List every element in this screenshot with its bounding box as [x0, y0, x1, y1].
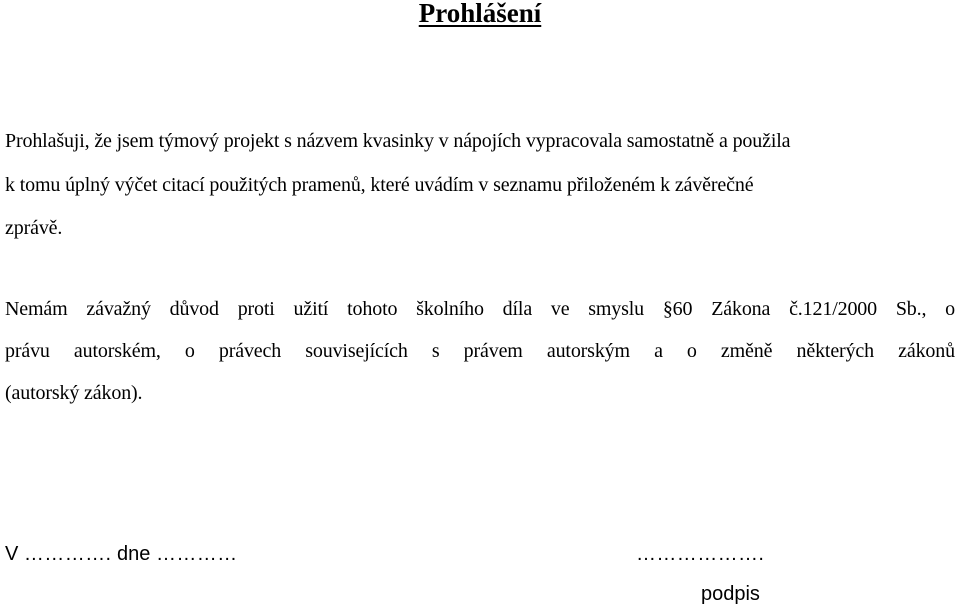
place-blank: ………….: [23, 543, 112, 565]
document-title: Prohlášení: [418, 0, 542, 28]
declaration-paragraph: [5, 130, 953, 241]
date-label: dne: [117, 543, 151, 565]
paragraph-line: zprávě.: [5, 217, 63, 239]
paragraph-line: právu autorském, o právech souvisejících s právem autorským a o změně některých zákonů: [5, 340, 955, 362]
paragraph-line: Nemám závažný důvod proti užití tohoto školního díla ve smyslu §60 Zákona č.121/2000 Sb., o: [5, 298, 955, 320]
paragraph-line: Prohlašuji, že jsem týmový projekt s názvem kvasinky v nápojích vypracovala samostatně a použila: [5, 130, 791, 152]
place-date-line: [5, 541, 238, 567]
copyright-paragraph: [5, 296, 955, 406]
place-label: V: [5, 543, 19, 565]
paragraph-line: (autorský zákon).: [5, 382, 143, 404]
signature-label: podpis: [701, 583, 760, 605]
date-blank: …………: [155, 543, 238, 565]
paragraph-line: k tomu úplný výčet citací použitých pramenů, které uvádím v seznamu přiloženém k závěrečné: [5, 173, 754, 196]
signature-blank: ……………….: [636, 543, 765, 565]
